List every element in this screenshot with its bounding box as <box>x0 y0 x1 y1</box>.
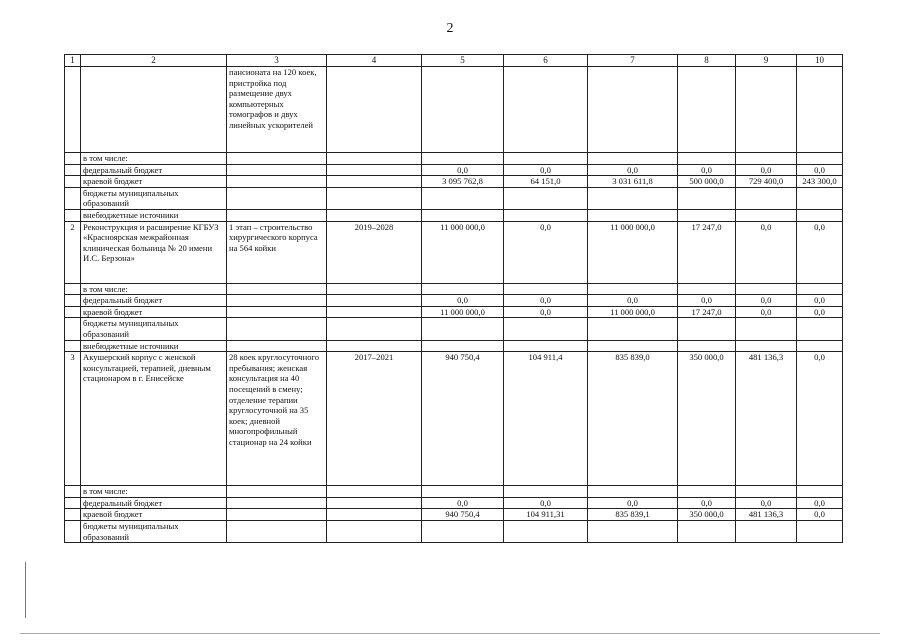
table-cell <box>588 209 678 221</box>
table-cell <box>678 486 736 498</box>
table-cell <box>736 520 797 542</box>
table-cell: бюджеты муниципальных образований <box>81 520 227 542</box>
table-cell <box>736 153 797 165</box>
table-cell <box>327 67 422 153</box>
table-cell: 940 750,4 <box>422 509 504 521</box>
table-cell <box>588 67 678 153</box>
column-header: 7 <box>588 55 678 67</box>
table-cell <box>797 318 843 340</box>
table-cell <box>65 153 81 165</box>
table-cell <box>588 153 678 165</box>
table-cell: 0,0 <box>678 164 736 176</box>
table-cell <box>65 164 81 176</box>
table-cell <box>227 295 327 307</box>
table-cell: 64 151,0 <box>504 176 588 188</box>
table-cell: 17 247,0 <box>678 306 736 318</box>
table-cell <box>588 283 678 295</box>
table-cell: 1 этап – строительство хирургического корпуса на 564 койки <box>227 221 327 283</box>
table-cell: 2019–2028 <box>327 221 422 283</box>
table-cell: федеральный бюджет <box>81 295 227 307</box>
table-cell <box>504 67 588 153</box>
table-cell: 104 911,4 <box>504 352 588 486</box>
table-cell <box>678 520 736 542</box>
table-cell <box>327 187 422 209</box>
table-cell <box>327 520 422 542</box>
table-row <box>65 497 843 509</box>
table-row <box>65 176 843 188</box>
column-header: 6 <box>504 55 588 67</box>
table-cell <box>736 187 797 209</box>
table-cell <box>422 318 504 340</box>
table-cell <box>422 520 504 542</box>
table-cell <box>227 509 327 521</box>
table-cell <box>588 187 678 209</box>
page-number: 2 <box>446 21 454 36</box>
table-cell: 3 095 762,8 <box>422 176 504 188</box>
table-cell <box>65 340 81 352</box>
table-cell <box>227 306 327 318</box>
table-cell: 481 136,3 <box>736 509 797 521</box>
table-cell: Реконструкция и расширение КГБУЗ «Красноярская межрайонная клиническая больница № 20 имени И.С. Берзона» <box>81 221 227 283</box>
table-cell: 0,0 <box>504 497 588 509</box>
table-cell <box>65 509 81 521</box>
table-row <box>65 283 843 295</box>
table-cell <box>327 176 422 188</box>
table-cell <box>736 318 797 340</box>
table-cell <box>422 340 504 352</box>
table-cell <box>327 318 422 340</box>
table-cell: 28 коек круглосуточного пребывания; женская консультация на 40 посещений в смену; отделение терапии круглосуточной на 35 коек; дневной многопрофильный стационар на 24 койки <box>227 352 327 486</box>
table-cell: 0,0 <box>736 497 797 509</box>
table-cell <box>504 318 588 340</box>
table-cell <box>327 295 422 307</box>
table-cell <box>65 187 81 209</box>
table-cell <box>227 318 327 340</box>
table-cell <box>327 486 422 498</box>
table-cell <box>65 306 81 318</box>
table-cell: 0,0 <box>422 164 504 176</box>
table-cell: 350 000,0 <box>678 352 736 486</box>
table-cell <box>65 520 81 542</box>
table-cell <box>422 187 504 209</box>
table-cell: 243 300,0 <box>797 176 843 188</box>
table-cell <box>227 520 327 542</box>
table-cell: 0,0 <box>797 509 843 521</box>
table-cell: 0,0 <box>504 295 588 307</box>
table-row <box>65 164 843 176</box>
table-row <box>65 509 843 521</box>
table-cell <box>504 340 588 352</box>
table-cell: 350 000,0 <box>678 509 736 521</box>
table-cell <box>327 340 422 352</box>
table-cell <box>678 209 736 221</box>
table-cell <box>81 67 227 153</box>
table-cell <box>588 318 678 340</box>
table-cell <box>327 306 422 318</box>
table-cell: краевой бюджет <box>81 509 227 521</box>
table-cell: 835 839,0 <box>588 352 678 486</box>
table-cell: краевой бюджет <box>81 306 227 318</box>
table-cell <box>678 318 736 340</box>
table-cell <box>327 153 422 165</box>
table-cell: 0,0 <box>797 306 843 318</box>
table-cell <box>65 283 81 295</box>
table-cell <box>797 486 843 498</box>
table-cell: 0,0 <box>736 295 797 307</box>
table-cell: 0,0 <box>588 497 678 509</box>
table-cell: 3 031 611,8 <box>588 176 678 188</box>
table-row <box>65 352 843 486</box>
table-cell <box>327 497 422 509</box>
table-cell <box>678 283 736 295</box>
table-cell <box>227 209 327 221</box>
table-cell <box>678 187 736 209</box>
table-cell <box>227 187 327 209</box>
table-row <box>65 520 843 542</box>
table-cell: 11 000 000,0 <box>422 306 504 318</box>
table-cell: 11 000 000,0 <box>422 221 504 283</box>
table-cell: 0,0 <box>797 164 843 176</box>
table-cell <box>65 67 81 153</box>
column-header: 9 <box>736 55 797 67</box>
scan-mark <box>20 633 880 634</box>
table-cell <box>422 153 504 165</box>
financing-table <box>64 54 843 543</box>
table-cell <box>797 67 843 153</box>
header-row <box>65 55 843 67</box>
table-row <box>65 209 843 221</box>
table-cell <box>736 486 797 498</box>
column-header: 10 <box>797 55 843 67</box>
table-cell <box>678 340 736 352</box>
table-cell <box>227 153 327 165</box>
table-cell: внебюджетные источники <box>81 340 227 352</box>
table-cell <box>504 187 588 209</box>
column-header: 1 <box>65 55 81 67</box>
table-cell <box>65 486 81 498</box>
table-cell: федеральный бюджет <box>81 497 227 509</box>
table-cell <box>422 486 504 498</box>
column-header: 5 <box>422 55 504 67</box>
table-cell <box>797 153 843 165</box>
table-cell <box>797 283 843 295</box>
table-cell <box>327 509 422 521</box>
table-cell <box>504 520 588 542</box>
table-cell: 0,0 <box>797 221 843 283</box>
table-row <box>65 187 843 209</box>
table-cell: 0,0 <box>797 352 843 486</box>
table-cell: 481 136,3 <box>736 352 797 486</box>
table-cell <box>227 164 327 176</box>
table-cell <box>65 497 81 509</box>
table-cell <box>504 486 588 498</box>
table-cell <box>678 67 736 153</box>
table-cell: 0,0 <box>797 497 843 509</box>
table-cell <box>797 340 843 352</box>
table-cell <box>422 67 504 153</box>
table-cell: 0,0 <box>588 295 678 307</box>
table-cell <box>227 486 327 498</box>
table-cell <box>422 283 504 295</box>
table-cell: 835 839,1 <box>588 509 678 521</box>
table-cell <box>65 176 81 188</box>
table-cell: в том числе: <box>81 153 227 165</box>
table-cell: 0,0 <box>678 497 736 509</box>
column-header: 3 <box>227 55 327 67</box>
column-header: 2 <box>81 55 227 67</box>
table-cell <box>588 486 678 498</box>
table-cell <box>504 283 588 295</box>
table-cell: 0,0 <box>678 295 736 307</box>
table-cell <box>504 153 588 165</box>
table-row <box>65 340 843 352</box>
table-cell: 0,0 <box>422 497 504 509</box>
table-cell: 0,0 <box>504 221 588 283</box>
table-cell <box>227 283 327 295</box>
table-row <box>65 221 843 283</box>
table-cell <box>797 520 843 542</box>
table-cell <box>736 67 797 153</box>
table-row <box>65 306 843 318</box>
table-cell <box>678 153 736 165</box>
table-cell: бюджеты муниципальных образований <box>81 318 227 340</box>
table-cell <box>227 497 327 509</box>
table-cell <box>65 209 81 221</box>
table-cell: в том числе: <box>81 486 227 498</box>
table-cell: 0,0 <box>797 295 843 307</box>
table-cell: краевой бюджет <box>81 176 227 188</box>
table-cell: внебюджетные источники <box>81 209 227 221</box>
table-cell <box>736 209 797 221</box>
table-row <box>65 318 843 340</box>
table-cell: 2017–2021 <box>327 352 422 486</box>
table-cell: 0,0 <box>736 221 797 283</box>
table-row <box>65 486 843 498</box>
table-cell: бюджеты муниципальных образований <box>81 187 227 209</box>
table-cell <box>736 283 797 295</box>
table-cell <box>65 295 81 307</box>
table-cell <box>736 340 797 352</box>
table-cell: 11 000 000,0 <box>588 306 678 318</box>
table-cell: 0,0 <box>736 164 797 176</box>
table-cell <box>327 209 422 221</box>
table-cell: 0,0 <box>422 295 504 307</box>
table-cell: в том числе: <box>81 283 227 295</box>
table-cell <box>227 176 327 188</box>
table-cell: 2 <box>65 221 81 283</box>
table-cell: 17 247,0 <box>678 221 736 283</box>
table-cell <box>588 340 678 352</box>
scan-mark <box>25 562 26 618</box>
table-cell <box>504 209 588 221</box>
table-cell: 0,0 <box>504 164 588 176</box>
table-cell: 0,0 <box>588 164 678 176</box>
table-cell <box>797 209 843 221</box>
table-cell: 0,0 <box>504 306 588 318</box>
table-cell: 3 <box>65 352 81 486</box>
table-row <box>65 67 843 153</box>
table-row <box>65 153 843 165</box>
table-cell: 940 750,4 <box>422 352 504 486</box>
table-cell <box>327 164 422 176</box>
column-header: 4 <box>327 55 422 67</box>
table-row <box>65 295 843 307</box>
table-cell <box>588 520 678 542</box>
column-header: 8 <box>678 55 736 67</box>
table-cell <box>797 187 843 209</box>
table-cell: 11 000 000,0 <box>588 221 678 283</box>
table-cell <box>65 318 81 340</box>
table-cell: 0,0 <box>736 306 797 318</box>
table-cell: 104 911,31 <box>504 509 588 521</box>
table-cell: Акушерский корпус с женской консультацией, терапией, дневным стационаром в г. Енисейске <box>81 352 227 486</box>
table-cell <box>422 209 504 221</box>
table-cell: 500 000,0 <box>678 176 736 188</box>
table-cell: федеральный бюджет <box>81 164 227 176</box>
table-cell: 729 400,0 <box>736 176 797 188</box>
table-cell <box>327 283 422 295</box>
table-cell <box>227 340 327 352</box>
table-cell: пансионата на 120 коек, пристройка под размещение двух компьютерных томографов и двух линейных ускорителей <box>227 67 327 153</box>
